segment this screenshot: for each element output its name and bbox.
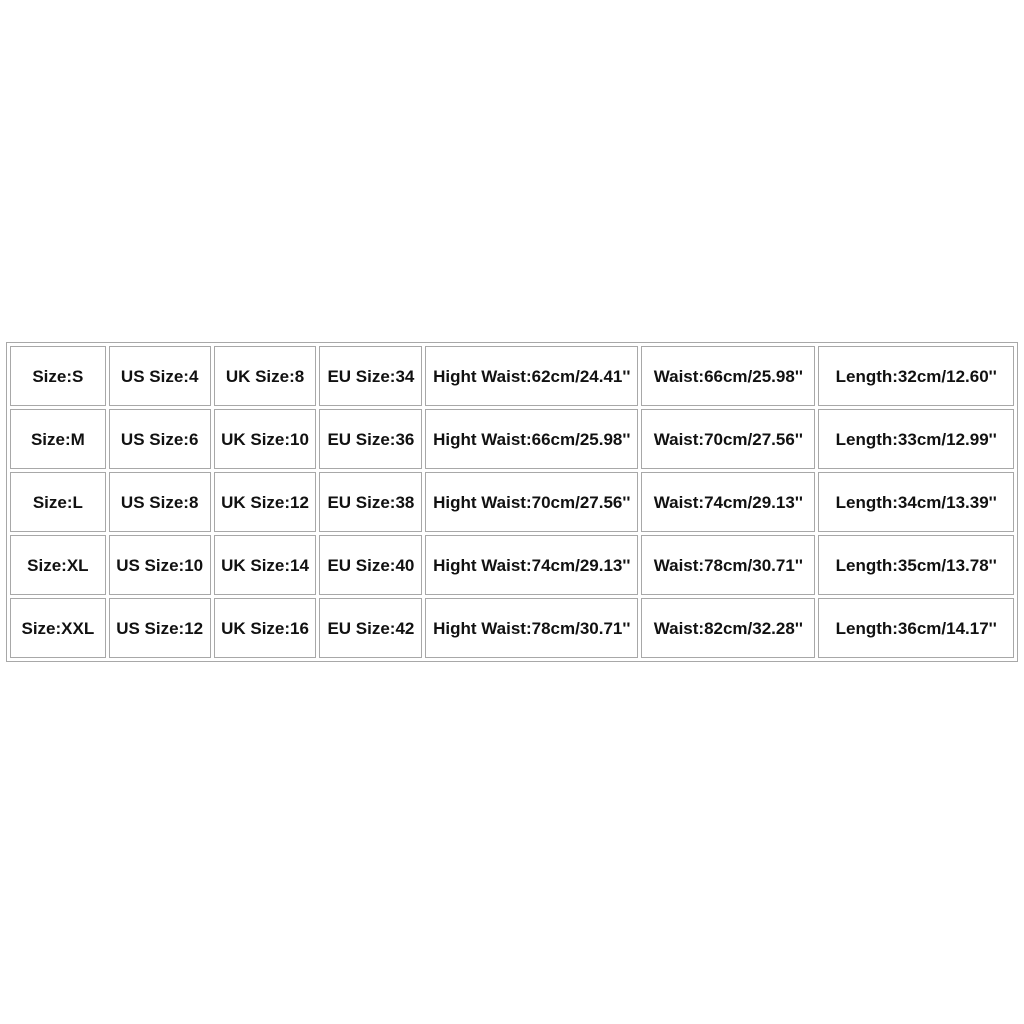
- high-waist-cell: Hight Waist:70cm/27.56'': [425, 472, 638, 532]
- table-row: [10, 598, 1014, 658]
- waist-cell: Waist:82cm/32.28'': [641, 598, 815, 658]
- size-cell: Size:S: [10, 346, 106, 406]
- eu-size-cell: EU Size:42: [319, 598, 422, 658]
- eu-size-cell: EU Size:38: [319, 472, 422, 532]
- high-waist-cell: Hight Waist:78cm/30.71'': [425, 598, 638, 658]
- waist-cell: Waist:78cm/30.71'': [641, 535, 815, 595]
- table-row: [10, 346, 1014, 406]
- waist-cell: Waist:70cm/27.56'': [641, 409, 815, 469]
- us-size-cell: US Size:8: [109, 472, 211, 532]
- us-size-cell: US Size:4: [109, 346, 211, 406]
- us-size-cell: US Size:6: [109, 409, 211, 469]
- eu-size-cell: EU Size:34: [319, 346, 422, 406]
- table-row: [10, 472, 1014, 532]
- waist-cell: Waist:66cm/25.98'': [641, 346, 815, 406]
- size-cell: Size:L: [10, 472, 106, 532]
- uk-size-cell: UK Size:8: [214, 346, 317, 406]
- high-waist-cell: Hight Waist:74cm/29.13'': [425, 535, 638, 595]
- size-cell: Size:XXL: [10, 598, 106, 658]
- uk-size-cell: UK Size:12: [214, 472, 317, 532]
- eu-size-cell: EU Size:36: [319, 409, 422, 469]
- length-cell: Length:33cm/12.99'': [818, 409, 1014, 469]
- length-cell: Length:35cm/13.78'': [818, 535, 1014, 595]
- high-waist-cell: Hight Waist:66cm/25.98'': [425, 409, 638, 469]
- length-cell: Length:34cm/13.39'': [818, 472, 1014, 532]
- us-size-cell: US Size:12: [109, 598, 211, 658]
- uk-size-cell: UK Size:14: [214, 535, 317, 595]
- size-cell: Size:XL: [10, 535, 106, 595]
- size-cell: Size:M: [10, 409, 106, 469]
- us-size-cell: US Size:10: [109, 535, 211, 595]
- length-cell: Length:36cm/14.17'': [818, 598, 1014, 658]
- waist-cell: Waist:74cm/29.13'': [641, 472, 815, 532]
- length-cell: Length:32cm/12.60'': [818, 346, 1014, 406]
- size-chart-table: [6, 342, 1018, 662]
- uk-size-cell: UK Size:16: [214, 598, 317, 658]
- table-row: [10, 409, 1014, 469]
- high-waist-cell: Hight Waist:62cm/24.41'': [425, 346, 638, 406]
- eu-size-cell: EU Size:40: [319, 535, 422, 595]
- table-row: [10, 535, 1014, 595]
- uk-size-cell: UK Size:10: [214, 409, 317, 469]
